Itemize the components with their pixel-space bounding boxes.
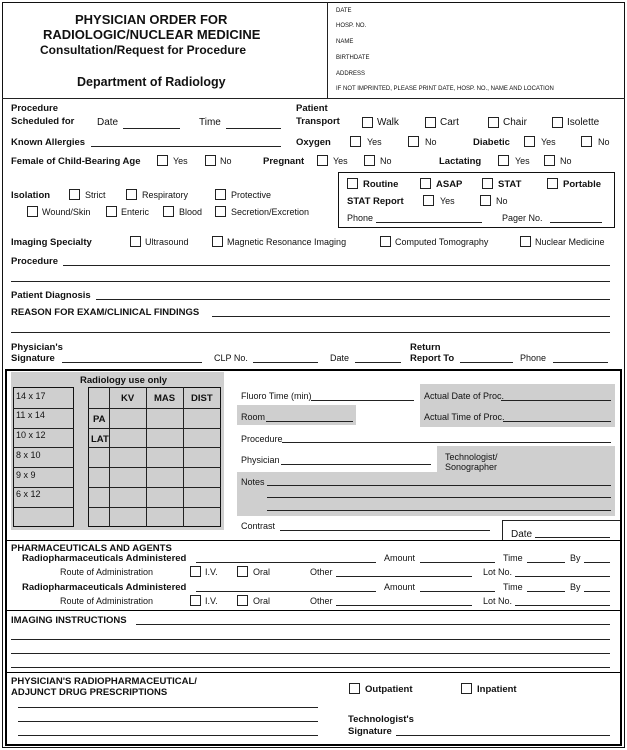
allergies-field[interactable] <box>91 146 281 147</box>
walk-label: Walk <box>377 117 399 128</box>
form-title-2: RADIOLOGIC/NUCLEAR MEDICINE <box>43 27 261 42</box>
grid-row <box>88 487 221 488</box>
instructions-field-4[interactable] <box>11 667 610 668</box>
procedure-field-2[interactable] <box>11 281 610 282</box>
blood-checkbox[interactable] <box>163 206 174 217</box>
other-label-1: Other <box>310 567 333 577</box>
tech-date-field[interactable] <box>535 537 610 538</box>
signature-label: Signature <box>11 353 55 364</box>
grid-row <box>88 507 221 508</box>
lactating-yes-checkbox[interactable] <box>498 155 509 166</box>
asap-label: ASAP <box>436 179 463 190</box>
other-field-1[interactable] <box>336 576 472 577</box>
blood-label: Blood <box>179 207 203 217</box>
instructions-field[interactable] <box>136 624 610 625</box>
protective-checkbox[interactable] <box>215 189 226 200</box>
scheduled-for-label: Scheduled for <box>11 116 75 127</box>
actual-date-field[interactable] <box>501 400 611 401</box>
by-label-2: By <box>570 582 581 592</box>
outpatient-checkbox[interactable] <box>349 683 360 694</box>
amount-field-1[interactable] <box>420 562 495 563</box>
instructions-top-line <box>6 610 620 611</box>
size-11x14: 11 x 14 <box>16 410 45 420</box>
tech-signature-field[interactable] <box>396 735 610 736</box>
lot-field-2[interactable] <box>515 605 610 606</box>
clp-label: CLP No. <box>214 353 248 363</box>
radio-admin-label-1: Radiopharmaceuticals Administered <box>22 553 187 564</box>
notes-field-2[interactable] <box>267 497 611 498</box>
tech-date-label: Date <box>511 529 533 540</box>
oral-checkbox-2[interactable] <box>237 595 248 606</box>
female-yes-label: Yes <box>173 156 188 166</box>
pregnant-no-label: No <box>380 156 392 166</box>
inpatient-checkbox[interactable] <box>461 683 472 694</box>
grid-row <box>88 467 221 468</box>
cart-checkbox[interactable] <box>425 117 436 128</box>
by-field-2[interactable] <box>584 591 610 592</box>
size-10x12: 10 x 12 <box>16 430 46 440</box>
patient-heading: Patient <box>296 103 328 114</box>
ct-label: Computed Tomography <box>395 237 489 247</box>
transport-label: Transport <box>296 116 340 127</box>
technologists-label: Technologist's <box>348 714 414 725</box>
size-14x17: 14 x 17 <box>16 391 46 401</box>
radio-admin-label-2: Radiopharmaceuticals Administered <box>22 582 187 593</box>
oxygen-yes-label: Yes <box>367 137 382 147</box>
room-field[interactable] <box>266 421 353 422</box>
diabetic-no-label: No <box>598 137 610 147</box>
return-label: Return <box>410 342 441 353</box>
wound-label: Wound/Skin <box>42 207 91 217</box>
diabetic-yes-label: Yes <box>541 137 556 147</box>
ct-checkbox[interactable] <box>380 236 391 247</box>
iv-checkbox-1[interactable] <box>190 566 201 577</box>
nm-label: Nuclear Medicine <box>535 237 605 247</box>
radio-admin-field-1[interactable] <box>196 562 376 563</box>
mri-checkbox[interactable] <box>212 236 223 247</box>
return-phone-field[interactable] <box>553 362 608 363</box>
size-divider <box>13 507 74 508</box>
pregnant-yes-checkbox[interactable] <box>317 155 328 166</box>
stat-checkbox[interactable] <box>482 178 493 189</box>
routine-label: Routine <box>363 179 399 190</box>
physicians-label: Physician's <box>11 342 63 353</box>
diabetic-yes-checkbox[interactable] <box>524 136 535 147</box>
procedure-heading: Procedure <box>11 103 58 114</box>
tech-procedure-label: Procedure <box>241 434 283 444</box>
time-field-1[interactable] <box>527 562 565 563</box>
outpatient-label: Outpatient <box>365 684 413 695</box>
dist-header: DIST <box>191 393 213 404</box>
stat-report-yes-label: Yes <box>440 196 455 206</box>
instructions-field-3[interactable] <box>11 653 610 654</box>
notes-field[interactable] <box>267 485 611 486</box>
reason-field[interactable] <box>212 316 610 317</box>
radio-admin-field-2[interactable] <box>196 591 376 592</box>
respiratory-label: Respiratory <box>142 190 189 200</box>
notes-label: Notes <box>241 477 265 487</box>
route-label-1: Route of Administration <box>60 567 154 577</box>
iv-checkbox-2[interactable] <box>190 595 201 606</box>
respiratory-checkbox[interactable] <box>126 189 137 200</box>
contrast-field[interactable] <box>280 530 490 531</box>
other-label-2: Other <box>310 596 333 606</box>
patient-date-label: DATE <box>336 8 352 14</box>
lot-field-1[interactable] <box>515 576 610 577</box>
stat-report-no-label: No <box>496 196 508 206</box>
notes-field-3[interactable] <box>267 510 611 511</box>
diagnosis-label: Patient Diagnosis <box>11 290 91 301</box>
by-label-1: By <box>570 553 581 563</box>
isolette-label: Isolette <box>567 117 600 128</box>
actual-date-label: Actual Date of Proc. <box>424 391 505 401</box>
stat-report-label: STAT Report <box>347 196 404 207</box>
amount-field-2[interactable] <box>420 591 495 592</box>
sig-date-label: Date <box>330 353 350 363</box>
isolette-checkbox[interactable] <box>552 117 563 128</box>
pharma-title: PHARMACEUTICALS AND AGENTS <box>11 543 172 554</box>
size-divider <box>13 487 74 488</box>
pharma-top-line <box>6 540 620 541</box>
amount-label-1: Amount <box>384 553 416 563</box>
fluoro-field[interactable] <box>311 400 414 401</box>
amount-label-2: Amount <box>384 582 416 592</box>
technologist-label: Technologist/ <box>445 452 498 462</box>
header-bottom-line <box>2 98 625 99</box>
female-no-checkbox[interactable] <box>205 155 216 166</box>
by-field-1[interactable] <box>584 562 610 563</box>
grid-row <box>88 428 221 429</box>
radiology-use-title: Radiology use only <box>80 375 168 386</box>
prescription-field-3[interactable] <box>18 735 318 736</box>
time-label-1: Time <box>503 553 523 563</box>
size-divider <box>13 467 74 468</box>
clp-field[interactable] <box>253 362 318 363</box>
tech-signature-label: Signature <box>348 726 392 737</box>
prescription-field-2[interactable] <box>18 721 318 722</box>
size-divider <box>13 408 74 409</box>
reason-field-2[interactable] <box>11 332 610 333</box>
form-subtitle: Consultation/Request for Procedure <box>40 43 247 57</box>
oral-label-2: Oral <box>253 596 271 606</box>
female-no-label: No <box>220 156 232 166</box>
procedure-field[interactable] <box>63 265 610 266</box>
female-label: Female of Child-Bearing Age <box>11 156 141 167</box>
portable-checkbox[interactable] <box>547 178 558 189</box>
sched-time-field[interactable] <box>226 128 281 129</box>
diagnosis-field[interactable] <box>96 299 610 300</box>
time-field-2[interactable] <box>527 591 565 592</box>
actual-time-field[interactable] <box>503 421 611 422</box>
strict-label: Strict <box>85 190 106 200</box>
report-to-label: Report To <box>410 353 455 364</box>
chair-checkbox[interactable] <box>488 117 499 128</box>
protective-label: Protective <box>231 190 272 200</box>
lot-label-2: Lot No. <box>483 596 513 606</box>
lot-label-1: Lot No. <box>483 567 513 577</box>
sched-date-field[interactable] <box>123 128 180 129</box>
asap-checkbox[interactable] <box>420 178 431 189</box>
inpatient-label: Inpatient <box>477 684 517 695</box>
size-9x9: 9 x 9 <box>16 470 36 480</box>
nm-checkbox[interactable] <box>520 236 531 247</box>
sonographer-label: Sonographer <box>445 462 498 472</box>
sched-date-label: Date <box>97 117 119 128</box>
room-label: Room <box>241 412 266 422</box>
patient-address-label: ADDRESS <box>336 71 366 77</box>
size-6x12: 6 x 12 <box>16 489 41 499</box>
instructions-label: IMAGING INSTRUCTIONS <box>11 615 127 626</box>
cart-label: Cart <box>440 117 459 128</box>
patient-imprint-note: IF NOT IMPRINTED, PLEASE PRINT DATE, HOSP. NO., NAME AND LOCATION <box>336 86 554 92</box>
prescriptions-title-1: PHYSICIAN'S RADIOPHARMACEUTICAL/ <box>11 676 197 687</box>
pager-field[interactable] <box>550 222 602 223</box>
stat-report-no-checkbox[interactable] <box>480 195 491 206</box>
procedure-label: Procedure <box>11 256 58 267</box>
allergies-label: Known Allergies <box>11 137 86 148</box>
oral-checkbox-1[interactable] <box>237 566 248 577</box>
pregnant-label: Pregnant <box>263 156 305 167</box>
form-title-1: PHYSICIAN ORDER FOR <box>75 12 228 27</box>
oral-label-1: Oral <box>253 567 271 577</box>
prescriptions-top-line <box>6 672 620 673</box>
sched-time-label: Time <box>199 117 221 128</box>
diabetic-no-checkbox[interactable] <box>581 136 592 147</box>
stat-report-yes-checkbox[interactable] <box>423 195 434 206</box>
oxygen-yes-checkbox[interactable] <box>350 136 361 147</box>
grid-row <box>88 447 221 448</box>
prescription-field-1[interactable] <box>18 707 318 708</box>
report-to-field[interactable] <box>460 362 513 363</box>
other-field-2[interactable] <box>336 605 472 606</box>
fluoro-label: Fluoro Time (min) <box>241 391 312 401</box>
oxygen-no-label: No <box>425 137 437 147</box>
enteric-checkbox[interactable] <box>106 206 117 217</box>
signature-field[interactable] <box>62 362 202 363</box>
isolation-label: Isolation <box>11 190 51 201</box>
pa-label: PA <box>93 414 106 425</box>
walk-checkbox[interactable] <box>362 117 373 128</box>
grid-row <box>88 408 221 409</box>
date-box-top <box>502 520 620 521</box>
diabetic-label: Diabetic <box>473 137 510 148</box>
return-phone-label: Phone <box>520 353 547 363</box>
lactating-label: Lactating <box>439 156 482 167</box>
header-divider <box>327 2 328 98</box>
stat-label: STAT <box>498 179 522 190</box>
portable-label: Portable <box>563 179 602 190</box>
ultrasound-checkbox[interactable] <box>130 236 141 247</box>
patient-birthdate-label: BIRTHDATE <box>336 55 370 61</box>
chair-label: Chair <box>503 117 527 128</box>
actual-time-label: Actual Time of Proc. <box>424 412 505 422</box>
department-title: Department of Radiology <box>77 75 226 89</box>
secretion-label: Secretion/Excretion <box>231 207 310 217</box>
kv-header: KV <box>121 393 135 404</box>
mri-label: Magnetic Resonance Imaging <box>227 237 347 247</box>
mas-header: MAS <box>154 393 176 404</box>
pregnant-no-checkbox[interactable] <box>364 155 375 166</box>
size-divider <box>13 447 74 448</box>
phone-label: Phone <box>347 213 374 223</box>
secretion-checkbox[interactable] <box>215 206 226 217</box>
sig-date-field[interactable] <box>355 362 401 363</box>
oxygen-label: Oxygen <box>296 137 331 148</box>
tech-physician-field[interactable] <box>281 464 431 465</box>
imaging-specialty-label: Imaging Specialty <box>11 237 92 248</box>
time-label-2: Time <box>503 582 523 592</box>
iv-label-1: I.V. <box>205 567 218 577</box>
tech-physician-label: Physician <box>241 455 280 465</box>
lactating-no-checkbox[interactable] <box>544 155 555 166</box>
tech-procedure-field[interactable] <box>282 442 611 443</box>
contrast-label: Contrast <box>241 521 276 531</box>
phone-field[interactable] <box>376 222 482 223</box>
iv-label-2: I.V. <box>205 596 218 606</box>
route-label-2: Route of Administration <box>60 596 154 606</box>
pregnant-yes-label: Yes <box>333 156 348 166</box>
female-yes-checkbox[interactable] <box>157 155 168 166</box>
size-8x10: 8 x 10 <box>16 450 41 460</box>
pager-label: Pager No. <box>502 213 543 223</box>
prescriptions-title-2: ADJUNCT DRUG PRESCRIPTIONS <box>11 687 168 698</box>
patient-hosp-label: HOSP. NO. <box>336 23 367 29</box>
patient-name-label: NAME <box>336 39 354 45</box>
instructions-field-2[interactable] <box>11 639 610 640</box>
wound-checkbox[interactable] <box>27 206 38 217</box>
routine-checkbox[interactable] <box>347 178 358 189</box>
lactating-yes-label: Yes <box>515 156 530 166</box>
strict-checkbox[interactable] <box>69 189 80 200</box>
oxygen-no-checkbox[interactable] <box>408 136 419 147</box>
date-box-left <box>502 520 503 540</box>
enteric-label: Enteric <box>121 207 150 217</box>
lactating-no-label: No <box>560 156 572 166</box>
lat-label: LAT <box>91 434 109 445</box>
reason-label: REASON FOR EXAM/CLINICAL FINDINGS <box>11 307 200 318</box>
ultrasound-label: Ultrasound <box>145 237 189 247</box>
size-divider <box>13 428 74 429</box>
